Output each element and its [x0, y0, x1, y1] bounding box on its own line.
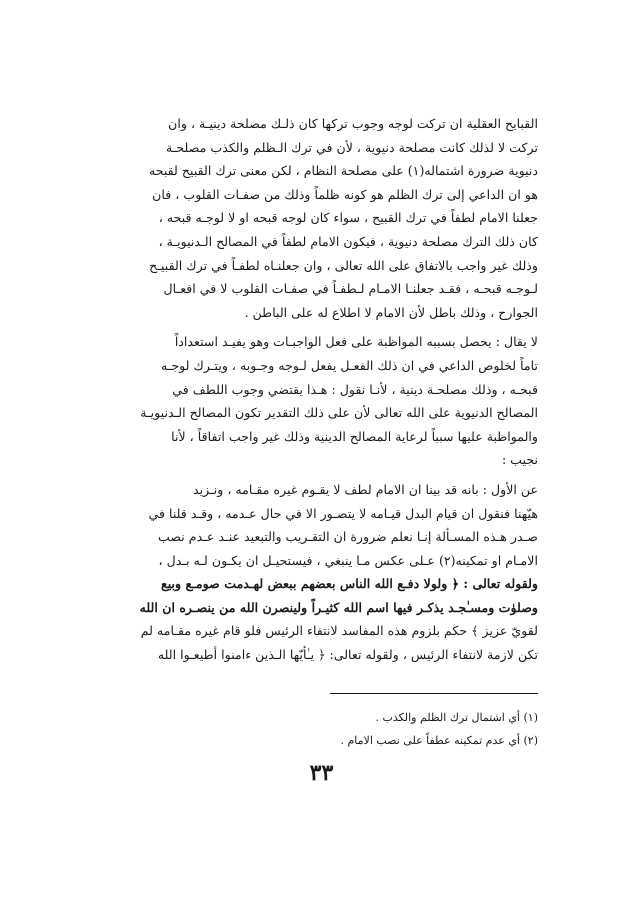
- text-line: الامـام او تمكينه(٢) عـلى عكس مـا ينبغي ، فيستحيـل ان يكـون لـه بـدل ،: [158, 552, 538, 568]
- text-line: لـوجـه قبحـه ، فقـد جعلنـا الامـام لـطفـاً في صفـات القلوب لا في افعـال: [163, 281, 538, 297]
- text-line: تاماً لخلوص الداعي في ان ذلك الفعـل يفعل لـوجه وجـوبه ، ويتـرك لوجـه: [160, 357, 538, 373]
- text-line: كان ذلك الترك مصلحة دنيوية ، فيكون الامام لطفاً في المصالح الـدنيويـة ،: [158, 233, 538, 249]
- text-line: والمواظبة عليها سبباً لرعاية المصالح الدينية وذلك غير واجب اتفاقاً ، لأنا: [171, 428, 538, 444]
- text-line: الجوارح ، وذلك باطل لأن الامام لا اطلاع له على الباطن .: [244, 304, 538, 320]
- paragraph-3: [118, 478, 538, 667]
- quran-verse-line: وصلوٰت ومسـٰجـد يذكـر فيها اسم الله كثيـراً ولينصرن الله من ينصـره ان الله: [139, 599, 538, 615]
- main-text: [118, 112, 538, 667]
- text-line: عن الأول : بانه قد بينا ان الامام لطف لا يقـوم غيره مقـامه ، ونـزيد: [192, 481, 538, 497]
- text-line: تكن لازمة لانتفاء الرئيس ، ولقوله تعالى: ﴿ يـٰأيّها الـذين ءامنوا أطيعـوا الله: [157, 647, 538, 663]
- text-line: لا يقال : يحصل بسببه المواظبة على فعل الواجبـات وهو يفيـد استعداداً: [174, 334, 538, 350]
- text-line: قبحـه ، وذلك مصلحـة دينية ، لأنـا نقول : هـذا يقتضي وجوب اللطف في: [172, 381, 538, 397]
- text-line: وذلك غير واجب بالاتفاق على الله تعالى ، وان جعلنـاه لطفـاً في ترك القبيـح: [149, 257, 538, 273]
- footnotes: [118, 706, 538, 752]
- text-line: هو ان الداعي إلى ترك الظلم هو كونه ظلماً وذلك من صفـات القلوب ، فان: [152, 186, 538, 202]
- text-line: صـدر هـذه المسـألة إنـا نعلم ضرورة ان التقـريب والتبعيد عنـد عـدم نصب: [158, 529, 538, 545]
- text-line: نجيب :: [501, 452, 538, 468]
- text-line: القبايح العقلية ان تركت لوجه وجوب تركها كان ذلـك مصلحة دينيـة ، وان: [168, 116, 538, 131]
- text-line: دنيوية ضرورة اشتماله(١) على مصلحة النظام ، لكن معنى ترك القبيح لقبحه: [149, 163, 538, 179]
- footnote-1: (١) أي اشتمال ترك الظلم والكذب .: [375, 711, 538, 724]
- footnote-divider: [330, 693, 538, 694]
- text-line: جعلنا الامام لطفاً في ترك القبيح ، سواء كان لوجه قبحه او لا لوجـه قبحه ،: [158, 210, 538, 226]
- paragraph-1: [118, 112, 538, 324]
- text-line: لقويّ عزيز ﴾ حكم بلزوم هذه المفاسد لانتفاء الرئيس فلو قام غيره مقـامه لم: [140, 623, 538, 639]
- footnote-2: (٢) أي عدم تمكينه عطفاً على نصب الامام .: [340, 734, 538, 747]
- text-line: هيّهنا فنقول ان قيام البدل قيـامه لا يتصـور الا في حال عـدمه ، وقـد قلنا في: [148, 505, 538, 521]
- quran-verse-line: ولقوله تعالى : ﴿ ولولا دفـع الله الناس بعضهم ببعض لهـدمت صومـع وبيع: [161, 576, 538, 592]
- text-line: تركت لا لذلك كانت مصلحة دنيوية ، لأن في ترك الـظلم والكذب مصلحـة: [165, 139, 538, 155]
- paragraph-2: [118, 330, 538, 472]
- page-number: ٣٣: [309, 760, 334, 786]
- text-line: المصالح الدنيوية على الله تعالى لأن على ذلك التقدير تكون المصالح الـدنيويـة: [140, 405, 538, 421]
